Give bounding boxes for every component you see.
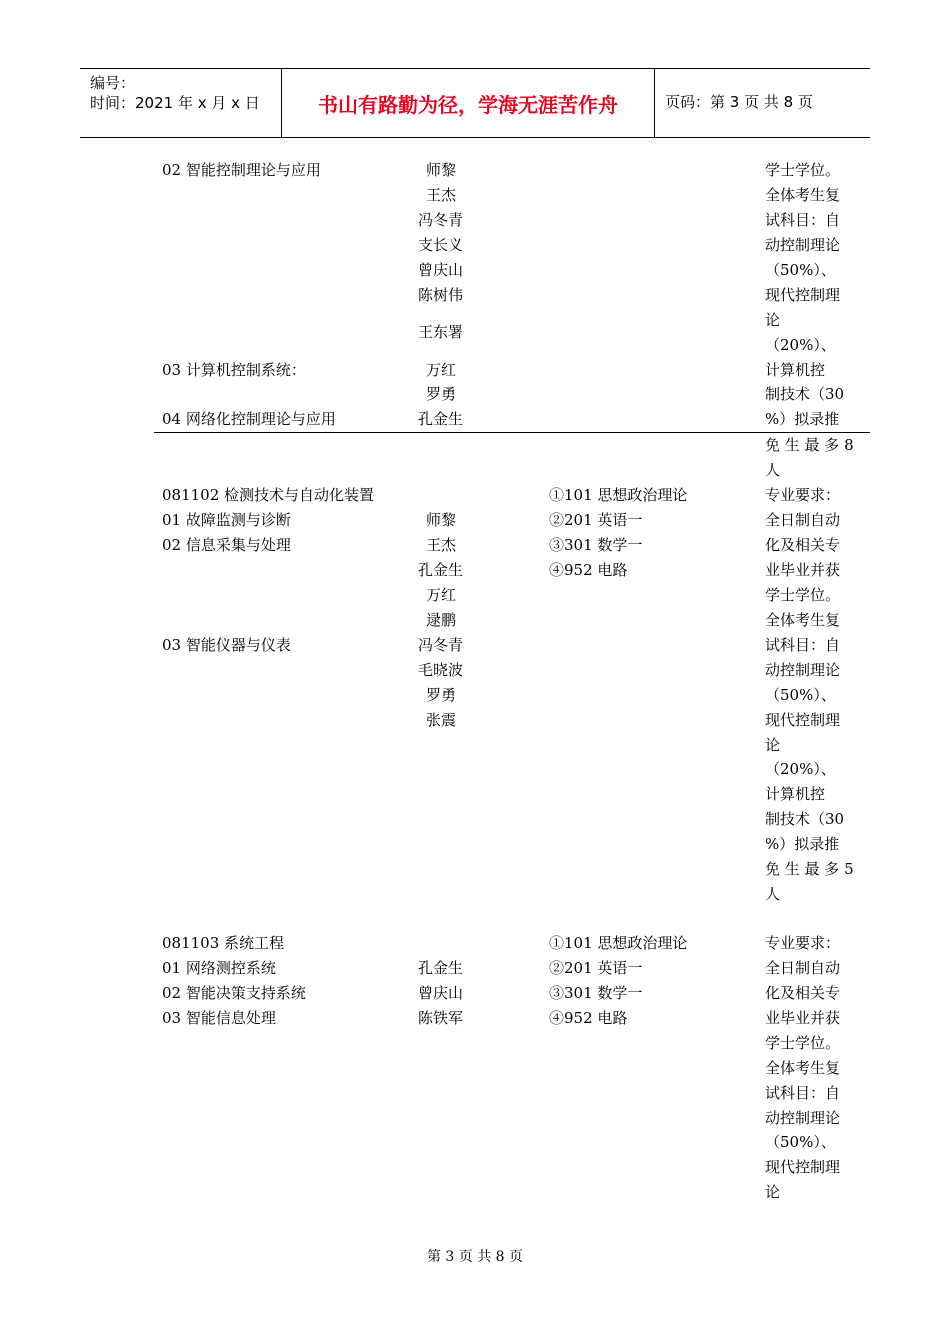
tutor-name: 曾庆山 [418,984,464,1002]
tutor-name: 曾庆山 [418,261,464,279]
tutor-name: 张震 [426,711,457,729]
table-divider [154,432,870,433]
tutor-name: 孔金生 [418,410,464,428]
major-title: 081102 检测技术与自动化装置 [162,486,375,504]
tutor-name: 支长义 [418,236,464,254]
note-line: （50%）、 [765,261,836,279]
note-line: 全体考生复 [765,1059,841,1077]
tutor-name: 逯鹏 [426,611,457,629]
tutor-name: 冯冬青 [418,211,464,229]
direction-item: 03 计算机控制系统： [162,361,306,379]
tutor-name: 师黎 [426,511,457,529]
note-line: 动控制理论 [765,236,841,254]
note-line: 业毕业并获 [765,1009,841,1027]
note-line: （20%）、 [765,760,836,778]
tutor-name: 陈铁军 [418,1009,464,1027]
note-line: 人 [765,461,781,479]
direction-item: 01 故障监测与诊断 [162,511,291,529]
note-line: 制技术（30 [765,385,845,403]
document-number-label: 编号： [90,74,136,92]
note-line: 论 [765,1183,781,1201]
tutor-name: 陈树伟 [418,286,464,304]
page-footer: 第 3 页 共 8 页 [426,1249,524,1265]
tutor-name: 王东署 [418,323,464,341]
note-line: 动控制理论 [765,1109,841,1127]
direction-item: 02 智能控制理论与应用 [162,161,321,179]
header-motto: 书山有路勤为径，学海无涯苦作舟 [318,92,618,117]
note-line: 试科目：自 [765,211,841,229]
tutor-name: 万红 [426,586,457,604]
note-line: 现代控制理 [765,286,841,304]
note-line: 计算机控 [765,361,826,379]
tutor-name: 万红 [426,361,457,379]
direction-item: 02 信息采集与处理 [162,536,291,554]
direction-item: 01 网络测控系统 [162,959,276,977]
note-line: 化及相关专 [765,984,841,1002]
note-line: 业毕业并获 [765,561,841,579]
note-line: （20%）、 [765,336,836,354]
exam-subject: ③301 数学一 [549,984,643,1002]
direction-item: 04 网络化控制理论与应用 [162,410,336,428]
note-line: 计算机控 [765,785,826,803]
note-line: 专业要求： [765,934,841,952]
exam-subject: ②201 英语一 [549,959,643,977]
exam-subject: ④952 电路 [549,1009,628,1027]
tutor-name: 王杰 [426,186,457,204]
document-date-label: 时间：2021 年 x 月 x 日 [90,94,260,112]
header-meta [90,73,260,113]
header-page-number: 页码：第 3 页 共 8 页 [665,93,813,111]
tutor-name: 罗勇 [426,686,457,704]
direction-item: 02 智能决策支持系统 [162,984,306,1002]
note-line: 学士学位。 [765,1034,841,1052]
note-line: 制技术（30 [765,810,845,828]
note-line: 化及相关专 [765,536,841,554]
note-line: 全体考生复 [765,186,841,204]
exam-subject: ①101 思想政治理论 [549,934,688,952]
note-line: 试科目：自 [765,636,841,654]
note-line: 动控制理论 [765,661,841,679]
tutor-name: 罗勇 [426,385,457,403]
exam-subject: ③301 数学一 [549,536,643,554]
note-line: 现代控制理 [765,1158,841,1176]
direction-item: 03 智能信息处理 [162,1009,276,1027]
note-line: %）拟录推 [765,410,840,428]
exam-subject: ④952 电路 [549,561,628,579]
note-line: 现代控制理 [765,711,841,729]
exam-subject: ①101 思想政治理论 [549,486,688,504]
tutor-name: 冯冬青 [418,636,464,654]
note-line: 论 [765,736,781,754]
major-title: 081103 系统工程 [162,934,285,952]
note-line: （50%）、 [765,686,836,704]
note-line: %）拟录推 [765,835,840,853]
exam-subject: ②201 英语一 [549,511,643,529]
note-line: 免 生 最 多 8 [765,436,854,454]
note-line: 试科目：自 [765,1084,841,1102]
note-line: 论 [765,311,781,329]
tutor-name: 孔金生 [418,959,464,977]
header-divider [654,69,655,137]
note-line: 学士学位。 [765,161,841,179]
note-line: 免 生 最 多 5 [765,860,854,878]
note-line: 人 [765,885,781,903]
page-header [80,68,870,138]
note-line: 专业要求： [765,486,841,504]
tutor-name: 王杰 [426,536,457,554]
note-line: 全日制自动 [765,959,841,977]
note-line: 全日制自动 [765,511,841,529]
direction-item: 03 智能仪器与仪表 [162,636,291,654]
tutor-name: 孔金生 [418,561,464,579]
tutor-name: 师黎 [426,161,457,179]
tutor-name: 毛晓波 [418,661,464,679]
note-line: （50%）、 [765,1133,836,1151]
note-line: 学士学位。 [765,586,841,604]
note-line: 全体考生复 [765,611,841,629]
